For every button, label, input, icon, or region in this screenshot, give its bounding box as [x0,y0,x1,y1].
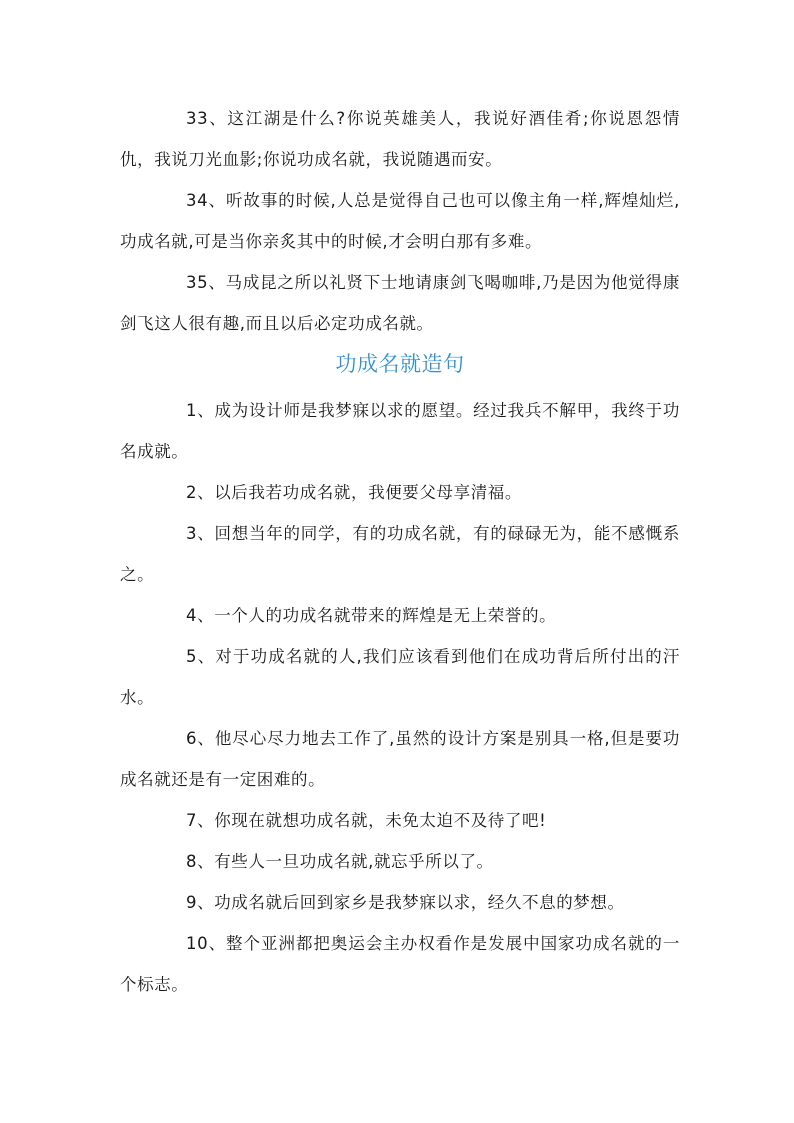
sentence-5: 5、对于功成名就的人,我们应该看到他们在成功背后所付出的汗水。 [120,647,680,707]
sentence-10: 10、整个亚洲都把奥运会主办权看作是发展中国家功成名就的一个标志。 [120,934,680,994]
section-heading: 功成名就造句 [335,352,465,376]
paragraph-33: 33、这江湖是什么?你说英雄美人，我说好酒佳肴;你说恩怨情仇，我说刀光血影;你说功成名就，我说随遇而安。 [120,109,680,169]
sentence-9: 9、功成名就后回到家乡是我梦寐以求，经久不息的梦想。 [186,893,625,912]
sentence-8: 8、有些人一旦功成名就,就忘乎所以了。 [186,852,494,871]
sentence-7: 7、你现在就想功成名就，未免太迫不及待了吧! [186,811,547,830]
sentence-2: 2、以后我若功成名就，我便要父母享清福。 [186,483,522,502]
sentence-1: 1、成为设计师是我梦寐以求的愿望。经过我兵不解甲，我终于功名成就。 [120,401,680,461]
paragraph-34: 34、听故事的时候,人总是觉得自己也可以像主角一样,辉煌灿烂,功成名就,可是当你亲炙其中的时候,才会明白那有多难。 [120,191,680,251]
sentence-6: 6、他尽心尽力地去工作了,虽然的设计方案是别具一格,但是要功成名就还是有一定困难的。 [120,729,680,789]
sentence-4: 4、一个人的功成名就带来的辉煌是无上荣誉的。 [186,606,557,625]
sentence-3: 3、回想当年的同学，有的功成名就，有的碌碌无为，能不感慨系之。 [120,524,680,584]
document-body [120,98,680,1005]
paragraph-35: 35、马成昆之所以礼贤下士地请康剑飞喝咖啡,乃是因为他觉得康剑飞这人很有趣,而且以后必定功成名就。 [120,273,680,333]
